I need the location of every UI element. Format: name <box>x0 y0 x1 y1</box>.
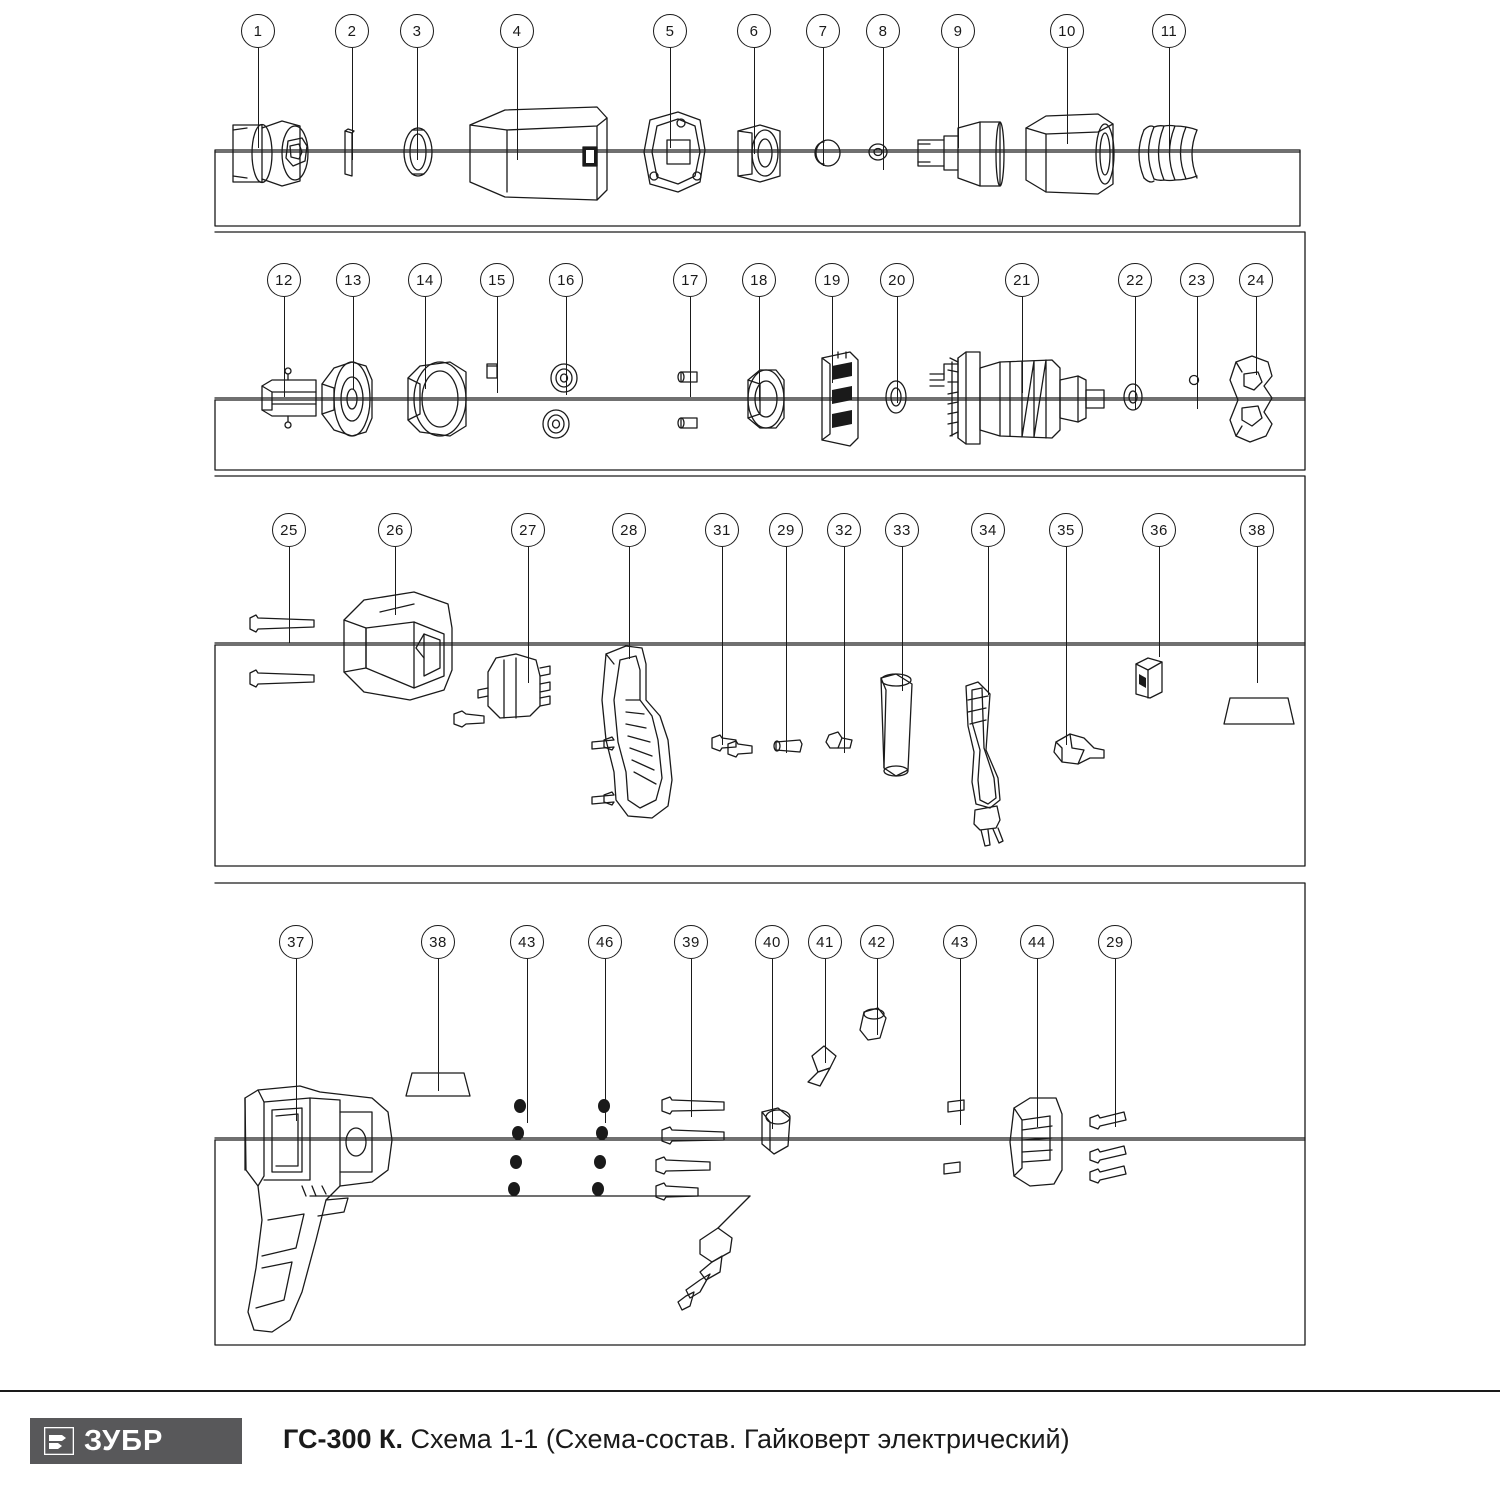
callout-leader-25 <box>289 547 290 643</box>
callout-leader-39 <box>691 959 692 1117</box>
callout-leader-36 <box>1159 547 1160 657</box>
part-35-clip <box>1054 734 1104 764</box>
callout-leader-19 <box>832 297 833 383</box>
part-16-bearings <box>543 364 577 438</box>
callout-leader-31 <box>722 547 723 745</box>
part-22-washer <box>1124 384 1142 410</box>
part-39-long-screws <box>656 1097 724 1200</box>
model-number: ГС-300 К. <box>283 1424 403 1454</box>
part-29-pin-row3 <box>774 740 802 752</box>
callout-leader-1 <box>258 48 259 148</box>
part-43-blocks <box>944 1100 964 1174</box>
callout-balloon-23[interactable]: 23 <box>1180 263 1214 297</box>
callout-balloon-33[interactable]: 33 <box>885 513 919 547</box>
callout-balloon-29[interactable]: 29 <box>1098 925 1132 959</box>
diagram-caption <box>283 1424 1070 1455</box>
callout-balloon-43[interactable]: 43 <box>943 925 977 959</box>
callout-leader-42 <box>877 959 878 1035</box>
callout-leader-26 <box>395 547 396 615</box>
callout-balloon-44[interactable]: 44 <box>1020 925 1054 959</box>
callout-leader-9 <box>958 48 959 148</box>
part-10-hammer-case <box>1026 114 1114 194</box>
callout-leader-20 <box>897 297 898 403</box>
part-1-socket <box>233 121 308 186</box>
part-43-balls-left <box>508 1099 526 1196</box>
callout-leader-7 <box>823 48 824 166</box>
callout-leader-43 <box>527 959 528 1123</box>
callout-leader-28 <box>629 547 630 659</box>
callout-leader-22 <box>1135 297 1136 409</box>
part-33-sleeve <box>881 674 912 776</box>
part-25-screws <box>250 615 314 687</box>
part-28-handle-half <box>592 646 672 818</box>
callout-balloon-40[interactable]: 40 <box>755 925 789 959</box>
caption-text: Схема 1-1 (Схема-состав. Гайковерт электрический) <box>410 1424 1070 1454</box>
part-36-block <box>1136 658 1162 698</box>
part-46-balls-right <box>592 1099 610 1196</box>
callout-leader-38 <box>438 959 439 1091</box>
part-15-key <box>487 364 497 378</box>
callout-balloon-24[interactable]: 24 <box>1239 263 1273 297</box>
part-18-bearing-cap <box>748 370 784 428</box>
footer-divider <box>0 1390 1500 1392</box>
callout-balloon-26[interactable]: 26 <box>378 513 412 547</box>
callout-balloon-7[interactable]: 7 <box>806 14 840 48</box>
part-37-main-body <box>245 1086 392 1332</box>
part-38-label-plate-a <box>1224 698 1294 724</box>
part-11-spring <box>1139 126 1197 183</box>
callout-balloon-5[interactable]: 5 <box>653 14 687 48</box>
callout-balloon-39[interactable]: 39 <box>674 925 708 959</box>
part-26-gear-housing <box>344 592 452 700</box>
callout-balloon-16[interactable]: 16 <box>549 263 583 297</box>
part-45-screw-assembly <box>310 1196 750 1310</box>
callout-leader-43 <box>960 959 961 1125</box>
callout-leader-2 <box>352 48 353 160</box>
part-9-anvil-shaft <box>918 122 1004 186</box>
part-24-end-cap <box>1230 356 1272 442</box>
callout-balloon-22[interactable]: 22 <box>1118 263 1152 297</box>
callout-leader-8 <box>883 48 884 170</box>
row-frame-1 <box>215 150 1300 226</box>
callout-leader-6 <box>754 48 755 154</box>
callout-balloon-35[interactable]: 35 <box>1049 513 1083 547</box>
callout-leader-33 <box>902 547 903 691</box>
part-7-c-clip <box>815 140 840 166</box>
callout-balloon-8[interactable]: 8 <box>866 14 900 48</box>
part-32-screw <box>826 732 852 748</box>
part-40-bushing <box>762 1108 790 1154</box>
callout-balloon-28[interactable]: 28 <box>612 513 646 547</box>
callout-leader-11 <box>1169 48 1170 154</box>
callout-balloon-3[interactable]: 3 <box>400 14 434 48</box>
callout-balloon-25[interactable]: 25 <box>272 513 306 547</box>
callout-leader-16 <box>566 297 567 395</box>
part-44-rear-cover <box>1010 1098 1062 1186</box>
callout-leader-18 <box>759 297 760 401</box>
part-13-flange-gear <box>322 362 372 436</box>
callout-leader-14 <box>425 297 426 389</box>
part-34-power-cord <box>966 682 1003 846</box>
callout-balloon-42[interactable]: 42 <box>860 925 894 959</box>
callout-balloon-36[interactable]: 36 <box>1142 513 1176 547</box>
callout-leader-15 <box>497 297 498 393</box>
callout-leader-12 <box>284 297 285 397</box>
part-31-screws <box>712 735 752 757</box>
callout-leader-46 <box>605 959 606 1123</box>
callout-balloon-10[interactable]: 10 <box>1050 14 1084 48</box>
callout-leader-29 <box>1115 959 1116 1127</box>
callout-leader-32 <box>844 547 845 753</box>
callout-balloon-9[interactable]: 9 <box>941 14 975 48</box>
callout-leader-4 <box>517 48 518 160</box>
callout-leader-27 <box>528 547 529 683</box>
callout-balloon-34[interactable]: 34 <box>971 513 1005 547</box>
callout-balloon-37[interactable]: 37 <box>279 925 313 959</box>
callout-balloon-2[interactable]: 2 <box>335 14 369 48</box>
callout-balloon-13[interactable]: 13 <box>336 263 370 297</box>
part-14-ring <box>408 362 466 436</box>
callout-leader-40 <box>772 959 773 1129</box>
part-29-screws-right <box>1090 1112 1126 1183</box>
callout-balloon-19[interactable]: 19 <box>815 263 849 297</box>
callout-leader-37 <box>296 959 297 1121</box>
callout-balloon-29[interactable]: 29 <box>769 513 803 547</box>
callout-balloon-20[interactable]: 20 <box>880 263 914 297</box>
part-4-housing-cone <box>470 107 607 200</box>
callout-leader-21 <box>1022 297 1023 393</box>
callout-leader-24 <box>1256 297 1257 375</box>
callout-balloon-17[interactable]: 17 <box>673 263 707 297</box>
callout-balloon-46[interactable]: 46 <box>588 925 622 959</box>
callout-balloon-1[interactable]: 1 <box>241 14 275 48</box>
part-19-stator-plate <box>822 352 858 446</box>
part-41-screw <box>808 1046 836 1086</box>
callout-balloon-21[interactable]: 21 <box>1005 263 1039 297</box>
brand-logo <box>30 1418 242 1464</box>
callout-balloon-6[interactable]: 6 <box>737 14 771 48</box>
callout-balloon-4[interactable]: 4 <box>500 14 534 48</box>
callout-balloon-32[interactable]: 32 <box>827 513 861 547</box>
callout-leader-29 <box>786 547 787 753</box>
callout-leader-23 <box>1197 297 1198 409</box>
callout-leader-34 <box>988 547 989 695</box>
callout-balloon-15[interactable]: 15 <box>480 263 514 297</box>
callout-balloon-27[interactable]: 27 <box>511 513 545 547</box>
part-20-washer <box>886 381 906 413</box>
callout-balloon-43[interactable]: 43 <box>510 925 544 959</box>
callout-balloon-38[interactable]: 38 <box>421 925 455 959</box>
part-6-bushing <box>738 125 780 182</box>
callout-leader-5 <box>670 48 671 148</box>
callout-leader-10 <box>1067 48 1068 144</box>
callout-leader-44 <box>1037 959 1038 1127</box>
callout-balloon-11[interactable]: 11 <box>1152 14 1186 48</box>
part-27-switch <box>454 654 550 727</box>
callout-leader-35 <box>1066 547 1067 745</box>
callout-balloon-12[interactable]: 12 <box>267 263 301 297</box>
callout-balloon-41[interactable]: 41 <box>808 925 842 959</box>
brand-name: ЗУБР <box>84 1424 164 1457</box>
callout-leader-41 <box>825 959 826 1063</box>
arrow-in-square-icon <box>44 1427 74 1455</box>
callout-leader-38 <box>1257 547 1258 683</box>
callout-leader-3 <box>417 48 418 160</box>
part-42-sleeve <box>860 1008 886 1040</box>
callout-leader-17 <box>690 297 691 397</box>
callout-leader-13 <box>353 297 354 389</box>
callout-balloon-14[interactable]: 14 <box>408 263 442 297</box>
callout-balloon-31[interactable]: 31 <box>705 513 739 547</box>
callout-balloon-38[interactable]: 38 <box>1240 513 1274 547</box>
callout-balloon-18[interactable]: 18 <box>742 263 776 297</box>
